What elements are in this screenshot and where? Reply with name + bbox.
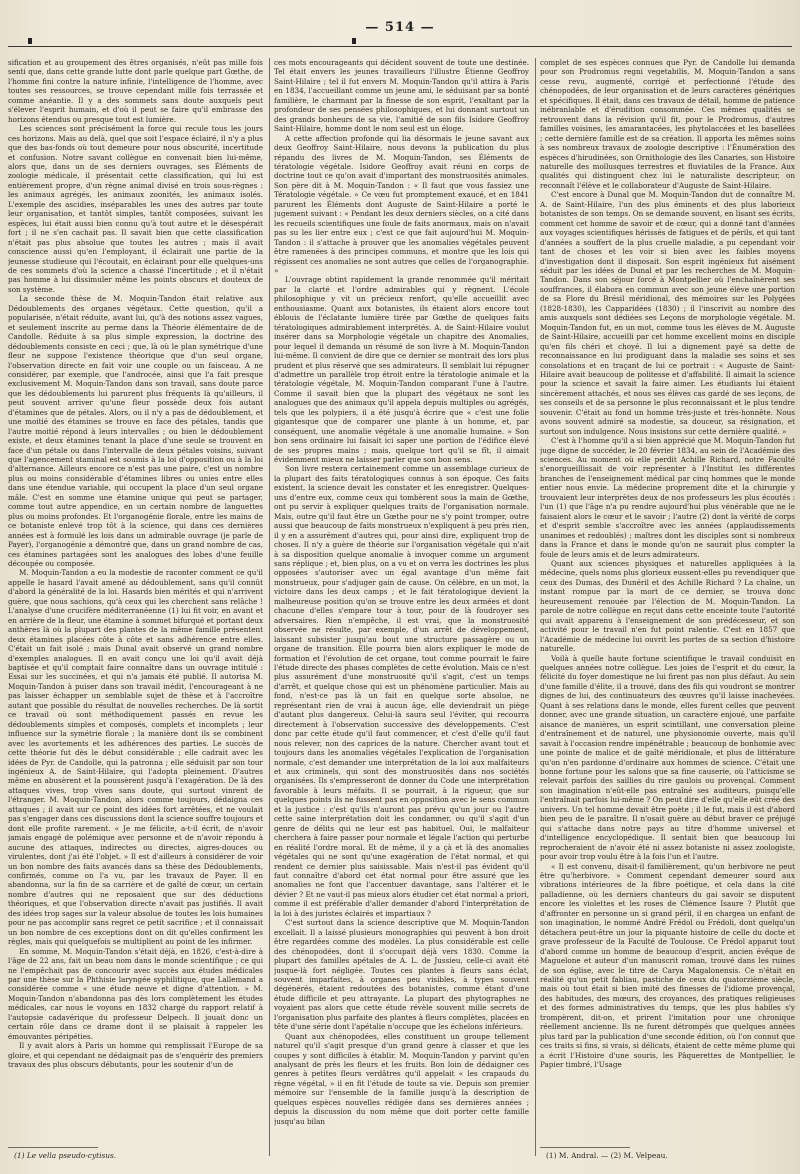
- column-right: [540, 58, 795, 1168]
- column-body: [274, 58, 529, 1156]
- paragraph: C'est à l'homme qu'il a si bien apprécié que M. Moquin-Tandon fut juge digne de succéder, le 20 février 1834, au sein de l'Académie des sciences. Au moment où elle perdit Achille Richard, notre Faculté s'enorgueillissait de voir représenter à l'Institut les différentes branches de l'enseignement médical par cinq hommes que le monde entier nous envie. La médecine proprement dite et la chirurgie y trouvaient leur interprètes deux de nos professeurs les plus écoutés : l'un (1) que l'âge n'a pu rendre aujourd'hui plus vénérable que ne le faisaient alors le cœur et le savoir ; l'autre (2) dont la vérité de corps et d'esprit semble s'accroître avec les années (applaudissements unanimes et redoublés) ; maîtres dont les disciples sont si nombreux dans la France et dans le monde qu'on ne saurait plus compter la foule de leurs amis et de leurs admirateurs.: [540, 436, 795, 559]
- paragraph: sification et au groupement des êtres organisés, n'eût pas mille fois senti que, dans cette grande lutte dont parle quelque part Gœthe, de l'homme fini contre la nature infinie, l'intelligence de l'homme, avec toutes ses ressources, se trouve cependant mille fois terrassée et comme anéantie. Il y a des sommets sans doute auxquels peut s'élever l'esprit humain, et d'où il peut se faire qu'il embrasse des horizons étendus ou presque tout est lumière.: [8, 58, 263, 124]
- column-left: [8, 58, 263, 1168]
- column-body: [8, 58, 263, 1143]
- text-columns: [8, 58, 794, 1168]
- footnote: (1) Le vella pseudo-cytisus.: [14, 1151, 117, 1160]
- paragraph: ces mots encourageants qui décident souvent de toute une destinée. Tel était envers les jeunes travailleurs l'illustre Étienne Geoffroy Saint-Hilaire ; tel il fut envers M. Moquin-Tandon qu'il attira à Paris en 1834, l'accueillant comme un jeune ami, le séduisant par sa bonté familière, le charmant par la finesse de son esprit, l'exaltant par la profondeur de ses pensées philosophiques, et lui donnant surtout un des grands bonheurs de sa vie, l'amitié de son fils Isidore Geoffroy Saint-Hilaire, homme dont le nom seul est un éloge.: [274, 58, 529, 134]
- paragraph: Son livre restera certainement comme un assemblage curieux de la plupart des faits tératologiques connus à son époque. Ces faits existent, la science devait les constater et les enregistrer. Quelques-uns d'entre eux, comme ceux qui tombèrent sous la main de Gœthe, ont pu servir à expliquer quelques traits de l'organisation normale. Mais, outre qu'il faut être un Gœthe pour ne s'y point tromper, outre aussi que beaucoup de faits monstrueux n'expliquent à peu près rien, il y en a assurément d'autres qui, pour ainsi dire, expliquent trop de choses. Il n'y a guère de théorie sur l'organisation végétale qui n'ait à sa disposition quelque anomalie à invoquer comme un argument sans réplique ; et, bien plus, on a vu et on verra les doctrines les plus opposées s'autoriser avec un égal avantage d'un même fait monstrueux, pour s'adjuger gain de cause. On célèbre, en un mot, la victoire dans les deux camps ; et le fait tératologique devient la malheureuse position qu'on se trouve entre les deux armées et dont chacune d'elles s'empare tour à tour, pour de là foudroyer ses adversaires. Rien n'empêche, il est vrai, que la monstruosité observée ne résulte, par exemple, d'un arrêt de développement, laissant subsister jusqu'au bout une structure passagère ou un organe de transition. Elle pourra bien alors expliquer le mode de formation et l'évolution de cet organe, tout comme pourrait le faire l'étude directe des phases complètes de cette évolution. Mais ce n'est plus assurément d'une monstruosité qu'il s'agit, c'est un temps d'arrêt, et quelque chose qui est un phénomène particulier. Mais au fond, n'est-ce pas là un fait en quelque sorte absolue, ne représentant rien de vrai à aucun âge, elle deviendrait un piège d'autant plus dangereux. Celui-là saura seul l'éviter, qui recourra directement à l'observation successive des développements. C'est donc par cette étude qu'il faut commencer, et c'est d'elle qu'il faut nous relever, non des caprices de la nature. Chercher avant tout et toujours dans les anomalies végétales l'explication de l'organisation normale, c'est demander une interprétation de la loi aux malfaiteurs et aux criminels, qui sont des monstruosités dans nos sociétés organisées. Ils s'empresseront de donner du Code une interprétation favorable à leurs méfaits. Il se pourrait, à la rigueur, que sur quelques points ils ne fussent pas en opposition avec le sens commun et la justice : c'est qu'ils n'auront pas prévu qu'un jour ou l'autre cette saine interprétation doit les condamner, ou qu'il s'agit d'un genre de délits qui ne leur est pas habituel. Oui, le malfaiteur cherchera à faire passer pour normale et légale l'action qui perturbe en réalité l'ordre moral. Et de même, il y a çà et là des anomalies végétales qui ne sont qu'une exagération de l'état normal, et qui rendent ce dernier plus saisissable. Mais n'est-il pas évident qu'il faut connaître d'abord cet état normal pour être assuré que les anomalies ne font que l'accentuer davantage, sans l'altérer et le dévier ? Et ne vaut-il pas mieux alors étudier cet état normal a priori, comme il est préférable d'aller demander d'abord l'interprétation de la loi à des juristes éclairés et impartiaux ?: [274, 464, 529, 918]
- paragraph: Voilà à quelle haute fortune scientifique le travail conduisit en quelques années notre collègue. Les joies de l'esprit et du cœur, la félicité du foyer domestique ne lui firent pas non plus défaut. Au sein d'une famille d'élite, il a trouvé, dans des fils qui voudront se montrer dignes de lui, des continuateurs des œuvres qu'il laisse inachevées. Quant à ses relations dans le monde, elles furent celles que peuvent donner, avec une grande situation, un caractère enjoué, une parfaite aisance de manières, un esprit scintillant, une conversation pleine d'entraînement et de naturel, une physionomie ouverte, mais qu'il savait à l'occasion rendre impénétrable ; beaucoup de bonhomie avec une pointe de malice et de gaîté méridionale, et plus de littérature qu'on n'en pardonne d'ordinaire aux hommes de science. C'était une bonne fortune pour les salons que sa fine causerie, où l'atticisme se relevait parfois des saillies du rire gaulois ou provençal. Comment son imagination n'eût-elle pas entraîné ses auditeurs, puisqu'elle l'entraînait parfois lui-même ? On peut dire d'elle qu'elle eût créé des univers. Un tel homme devait être poète ; il le fut, mais il est d'abord bien peu de le paraître. Il n'osait guère au début braver ce préjugé qui s'attache dans notre pays au titre d'homme universel et d'intelligence encyclopédique. Il sentait bien que beaucoup lui reprocheraient de n'avoir été ni assez botaniste ni assez zoologiste, pour avoir trop voulu être à la fois l'un et l'autre.: [540, 653, 795, 862]
- column-divider: [269, 58, 270, 1156]
- header-ornament: [352, 38, 356, 44]
- column-middle: [274, 58, 529, 1168]
- paragraph: Quant aux sciences physiques et naturelles appliquées à la médecine, quels noms plus glorieux eussent-elles pu revendiquer que ceux des Dumas, des Dunéril et des Achille Richard ? La chaîne, un instant rompue par la mort de ce dernier, se trouva donc heureusement renouée par l'élection de M. Moquin-Tandon. La parole de notre collègue en reçut dans cette enceinte toute l'autorité qui avait apparenu à l'enseignement de son prédécesseur, et son activité pour le travail n'en fut point ralentie. C'est en 1857 que l'Académie de médecine lui ouvrit les portes de sa section d'histoire naturelle.: [540, 559, 795, 654]
- column-divider: [535, 58, 536, 1156]
- paragraph: Les sciences sont précisément la force qui recule tous les jours ces horizons. Mais au delà, quel que soit l'espace éclairé, il n'y a plus que des bas-fonds où tout demeure pour nous obscurité, incertitude et confusion. Notre savant collègue en convenait bien lui-même, alors que, dans un de ses derniers ouvrages, ses Éléments de zoologie médicale, il présentait cette classification, qui lui est entièrement propre, d'un règne animal divisé en trois sous-règnes : les animaux agrégés, les animaux zoonités, les animaux isolés. L'exemple des ascidies, inséparables les unes des autres par toute leur organisation, et tantôt simples, tantôt composées, suivant les espèces, lui était aussi bien connu qu'à tout autre et le désespérait fort ; il ne s'en cachait pas. Il savait bien que cette classification n'était pas plus absolue que toutes les autres ; mais il avait conscience aussi qu'en l'employant, il éclairait une partie de la jeunesse studieuse qui l'écoutait, en éclairant pour elle quelques-uns de ces sommets d'où la science a chassé l'incertitude ; et il n'était pas homme à lui dissimuler même les points obscurs et douteux de son système.: [8, 124, 263, 294]
- footnote-separator: [540, 1147, 630, 1148]
- footnote-separator: [8, 1147, 98, 1148]
- column-body: [540, 58, 795, 1143]
- paragraph: La seconde thèse de M. Moquin-Tandon était relative aux Dédoublements des organes végétaux. Cette question, qu'il a popularisée, n'était réduite, avant lui, qu'à des notions assez vagues, et seulement inscrite au perme dans la Théorie élémentaire de de Candolle. Réduite à sa plus simple expression, la doctrine des dédoublements consiste en ceci ; que, là où le plan symétrique d'une fleur ne suppose l'existence théorique que d'un seul organe, l'observation directe en fait voir une couple ou un faisceau. A ne considérer, par exemple, que l'androcée, ainsi que l'a fait presque exclusivement M. Moquin-Tandon dans son travail, sans doute parce que les dédoublements lui parurent plus fréquents là qu'ailleurs, il peut souvent arriver qu'une fleur possède deux fois autant d'étamines que de pétales. Alors, ou il n'y a pas de dédoublement, et une moitié des étamines se trouve en face des pétales, tandis que l'autre moitié répond à leurs intervalles ; ou bien le dédoublement existe, et deux étamines tenant la place d'une seule se trouvent en face d'un pétale ou dans l'intervalle de deux pétales voisins, suivant que l'agencement staminal est soumis à la loi d'opposition ou à la loi d'alternance. Ailleurs encore ce n'est pas une paire, c'est un nombre plus ou moins considérable d'étamines libres ou unies entre elles dans une étendue variable, qui occupent la place d'un seul organe mâle. C'est en somme une étamine unique qui peut se partager, comme tout autre appendice, en un certain nombre de languettes plus ou moins profondes. Et l'organogénie florale, entre les mains de ce botaniste enlevé trop tôt à la science, qui dans ces dernières années est à formulé les lois dans un admirable ouvrage (je parle de Payer), l'organogénie a démontré que, dans un grand nombre de cas, ces étamines partagées sont les analogues des lobes d'une feuille découpée ou composée.: [8, 294, 263, 569]
- paragraph: Il y avait alors à Paris un homme qui remplissait l'Europe de sa gloire, et qui cependant ne dédaignait pas de s'enquérir des premiers travaux des plus obscurs débutants, pour les soutenir d'un de: [8, 1041, 263, 1070]
- paragraph: C'est surtout dans la science descriptive que M. Moquin-Tandon excellait. Il a laissé plusieurs monographies qui peuvent à bon droit être regardées comme des modèles. La plus considérable est celle des chénopodées, dont il s'occupait déjà vers 1830. Comme la plupart des familles apétales de A. L. de Jussieu, celle-ci avait été jusque-là fort négligée. Toutes ces plantes à fleurs sans éclat, souvent imparfaites, à organes peu visibles, à types souvent dégénérés, étaient redoutées des botanistes, comme étant d'une étude difficile et peu attrayante. La plupart des phytographes ne voyaient pas alors que cette étude révèle souvent mille secrets de l'organisation plus parfaite des plantes à fleurs complètes, placées en tête d'une série dont l'apétalie n'occupe que les échelons inférieurs.: [274, 918, 529, 1032]
- paragraph: complet de ses espèces connues que Pyr. de Candolle lui demanda pour son Prodromus regni vegetabilis, M. Moquin-Tandon a sans cesse revu, augmenté, corrigé et perfectionné l'étude des chénopodées, de leur organisation et de leurs caractères génériques et spécifiques. Il était, dans ces travaux de détail, homme de patience inébranlable et d'érudition consommée. Ces mêmes qualités se retrouvent dans la révision qu'il fit, pour le Prodromus, d'autres familles voisines, les amarantacées, les phytolaccées et les basellées ; cette dernière famille est de sa création. Il apporta les mêmes soins à ses nombreux travaux de zoologie descriptive : l'Énumération des espèces d'hirudinées, son Ornithologie des îles Canaries, son Histoire naturelle des mollusques terrestres et fluviatiles de la France. Aux qualités qui distinguent chez lui le naturaliste descripteur, on reconnaît l'élève et le collaborateur d'Auguste de Saint-Hilaire.: [540, 58, 795, 190]
- paragraph: M. Moquin-Tandon a eu la modestie de raconter comment ce qu'il appelle le hasard l'avait amené au dédoublement, sans qu'il connût d'abord la généralité de la loi. Hasards bien mérités et qui n'arrivent guère, que nous sachions, qu'à ceux qui les cherchent sans relâche ! L'analyse d'une crucifère méditerranéenne (1) lui fit voir, en avant et en arrière de la fleur, une étamine à sommet bifurqué et portant deux anthères là où la plupart des plantes de la même famille présentent deux étamines placées côte à côte et sans adhérence entre elles. C'était un fait isolé ; mais Dunal avait observé un grand nombre d'exemples analogues. Il en avait conçu une loi qu'il avait déjà baptisée et qu'il comptait faire connaître dans un ouvrage intitulé : Essai sur les succinées, et qui n'a jamais été publié. Il autorisa M. Moquin-Tandon à puiser dans son travail inédit, l'encourageant à ne pas laisser échapper un semblable sujet de thèse et à l'accroître autant que possible du résultat de nouvelles recherches. De là sortit ce travail où sont méthodiquement passés en revue les dédoublements simples et composés, complets et incomplets ; leur influence sur la symétrie florale ; la manière dont ils se combinent avec les avortements et les adhérences des parties. Le succès de cette théorie fut dès le début considérable ; elle cadrait avec les idées de Pyr. de Candolle, qui la patronna ; elle séduisit par son tour ingénieux A. de Saint-Hilaire, qui l'adopta pleinement. D'autres même en abusèrent et la poussèrent jusqu'à l'exagération. De là des attaques vives, trop vives sans doute, qui surtout vinrent de l'étranger. M. Moquin-Tandon, alors comme toujours, dédaigna ces attaques ; il avait sur ce point des idées fort arrêtées, et ne voulait pas s'engager dans ces discussions dont la science souffre toujours et dont elle profite rarement. « Je me félicite, a-t-il écrit, de n'avoir jamais engagé de polémique avec personne et de n'avoir répondu à aucune des attaques, indirectes ou directes, aigres-douces ou virulentes, dont j'ai été l'objet. » Il est d'ailleurs à considérer de voir un bon nombre des faits avancés dans sa thèse des Dédoublements, confirmés, comme on l'a vu, par les travaux de Payer. Il en abandonna, sur la fin de sa carrière et de gaîté de cœur, un certain nombre d'autres qui ne reposaient que sur des déductions théoriques, et que l'observation directe n'avait pas justifiés. Il avait des idées trop sages sur la valeur absolue de toutes les lois humaines pour ne pas accomplir sans regret ce petit sacrifice ; et il connaissait un bon nombre de ces exceptions dont on dit qu'elles confirment les règles, mais qui quelquefois se multiplient au point de les infirmer.: [8, 568, 263, 947]
- paragraph: A cette affection profonde qui lia désormais le jeune savant aux deux Geoffroy Saint-Hilaire, nous devons la publication du plus répandu des livres de M. Moquin-Tandon, ses Éléments de tératologie végétale. Isidore Geoffroy avait réuni en corps de doctrine tout ce qu'on avait d'important des monstruosités animales. Son père dit à M. Moquin-Tandon : « Il faut que vous fassiez une Tératologie végétale. » Ce vœu fut promptement exaucé, et en 1841 parurent les Éléments dont Auguste de Saint-Hilaire a porté le jugement suivant : « Pendant les deux derniers siècles, on a cité dans les recueils scientifiques une foule de faits anormaux, mais on n'avait pas su les lier entre eux ; c'est ce que fait aujourd'hui M. Moquin-Tandon : il s'attache à prouver que les anomalies végétales peuvent être ramenées à des principes communs, et montre que les lois qui régissent ces anomalies ne sont autres que celles de l'organographie. »: [274, 133, 529, 275]
- paragraph: Quant aux chénopodées, elles constituent un groupe tellement naturel qu'il s'agit presque d'un grand genre à classer et que les coupes y sont difficiles à établir. M. Moquin-Tandon y parvint qu'en analysant de près les fleurs et les fruits. Bon loin de dédaigner ces genres à petites fleurs verdâtres qu'il appelait « les crapauds du règne végétal, » il en fit l'étude de toute sa vie. Depuis son premier mémoire sur l'ensemble de la famille jusqu'à la description de quelques espèces nouvelles rédigée dans ses dernières années ; depuis la discussion du nom même que doit porter cette famille jusqu'au bilan: [274, 1031, 529, 1126]
- header-ornament: [28, 38, 32, 44]
- header-rule: [8, 46, 792, 47]
- page-number: — 514 —: [365, 20, 435, 35]
- paragraph: En somme, M. Moquin-Tandon s'était déjà, en 1826, c'est-à-dire à l'âge de 22 ans, fait un beau nom dans le monde scientifique ; ce qui ne l'empêchait pas de concourir avec succès aux études médicales par une thèse sur la Phthisie laryngée syphilitique, que Lallemand a considérée comme « une étude neuve et digne d'attention. » M. Moquin-Tandon n'abandonna pas dès lors complètement les études médicales, car nous le voyons en 1832 chargé du rapport relatif à l'autopsie cadavérique du professeur Delpech. Il jouait donc un certain rôle dans ce drame dont il se plaisait à rappeler les émouvantes péripéties.: [8, 946, 263, 1041]
- paragraph: L'ouvrage obtint rapidement la grande renommée qu'il méritait par la clarté et l'ordre admirables qui y règnent. L'école philosophique y vit un précieux renfort, qu'elle accueillit avec enthousiasme. Quant aux botanistes, ils étaient alors encore tout éblouis de l'éclatante lumière tirée par Gœthe de quelques faits tératologiques admirablement interprétés. A. de Saint-Hilaire voulut insérer dans sa Morphologie végétale un chapitre des Anomalies, pour lequel il demanda un résumé de son livre à M. Moquin-Tandon lui-même. Il convient de dire que ce dernier se montrait des lors plus prudent et plus réservé que ses admirateurs. Il semblait lui répugner d'admettre un parallèle trop étroit entre la tératologie animale et la tératologie végétale, M. Moquin-Tandon comparant l'une à l'autre. Comme il savait bien que la plupart des végétaux ne sont les analogues que des animaux qu'il appela depuis multiples ou agrégés, tels que les polypiers, il a été jusqu'à écrire que « c'est une folie gigantesque que de comparer une plante à un homme, et, par conséquent, une anomalie végétale à une anomalie humaine. » Son bon sens ordinaire lui faisait ici saper une portion de l'édifice élevé de ses propres mains ; mais, quelque tort qu'il se fît, il aimait évidemment mieux ne laisser parler que son bon sens.: [274, 275, 529, 465]
- paragraph: « Il est convenu, disait-il familièrement, qu'un herbivore ne peut être qu'herbivore. » Comment cependant demeurer sourd aux vibrations intérieures de la fibre poétique, et cela dans la cité palladienne, où les derniers chanteurs du gai savoir se disputent encore les violettes et les roses de Clémence Isaure ? Plutôt que d'affronter en personne un si grand péril, il en chargea un enfant de son imagination, le nommé André Frédol ou Frédoli, dont quelqu'un détachera peut-être un jour la piquante histoire de celle du docte et grave professeur de la Faculté de Toulouse. Ce Frédol apparut tout d'abord comme un homme de beaucoup d'esprit, ancien évêque de Maguelone et auteur d'un manuscrit roman, trouvé dans les ruines de son église, avec le titre de Carya Magalonensis. Ce n'était en réalité qu'un petit fabliau, pastiche de ceux du quatorzième siècle, mais où tout était si bien imité des finesses de l'idiome provençal, des habitudes, des mœurs, des croyances, des pratiques religieuses et des formes administratives du temps, que les plus habiles s'y trompèrent, dit-on, et prirent l'imitation pour une chronique réellement ancienne. Ils ne furent détrompés que quelques années plus tard par la publication d'une seconde édition, où l'on connut que ces traits si fins, si vrais, si délicats, étaient de cette même plume qui a écrit l'Histoire d'une souris, les Pâquerettes de Montpellier, le Papier timbré, l'Usage: [540, 861, 795, 1070]
- footnote: (1) M. Andral. — (2) M. Velpeau.: [546, 1151, 668, 1160]
- paragraph: C'est encore à Dunal que M. Moquin-Tandon dut de connaître M. A. de Saint-Hilaire, l'un des plus éminents et des plus laborieux botanistes de son temps. On se demande souvent, en lisant ses écrits, comment cet homme de savoir et de cœur, qui a donné tant d'années aux voyages scientifiques hérissés de fatigues et de périls, et qui tant d'années a souffert de la plus cruelle maladie, a pu cependant voir tant de choses et les voir si bien avec les faibles moyens d'investigation dont il disposait. Son esprit ingénieux fut aisément séduit par les idées de Dunal et par les recherches de M. Moquin-Tandon. Dans son séjour forcé à Montpellier où l'enchaînèrent ses souffrances, il élabora en commun avec son jeune élève une portion de sa Flore du Brésil méridional, des mémoires sur les Polygées (1828-1830), les Capparidées (1830) ; il l'inscrivit au nombre des amis auxquels sont dédiées ses Leçons de morphologie végétale. M. Moquin-Tandon fut, en un mot, comme tous les élèves de M. Auguste de Saint-Hilaire, accueilli par cet homme excellent moins en disciple qu'en fils chéri et choyé. Il lui a dignement payé sa dette de reconnaissance en lui prodiguant dans la maladie ses soins et ses consolations et en traçant de lui ce portrait : « Auguste de Saint-Hilaire avait beaucoup de politesse et d'affabilité. Il aimait la science pour la science et savait la faire aimer. Les étudiants lui étaient sincèrement attachés, et nous ses élèves cas gardé de ses leçons, de ses conseils et de sa personne le plus reconnaissant et le plus tendre souvenir. C'était au fond un homme très-juste et très-honnête. Nous avons souvent admiré sa modestie, sa douceur, sa résignation, et surtout son indulgence. Nous insistons sur cette dernière qualité. »: [540, 190, 795, 436]
